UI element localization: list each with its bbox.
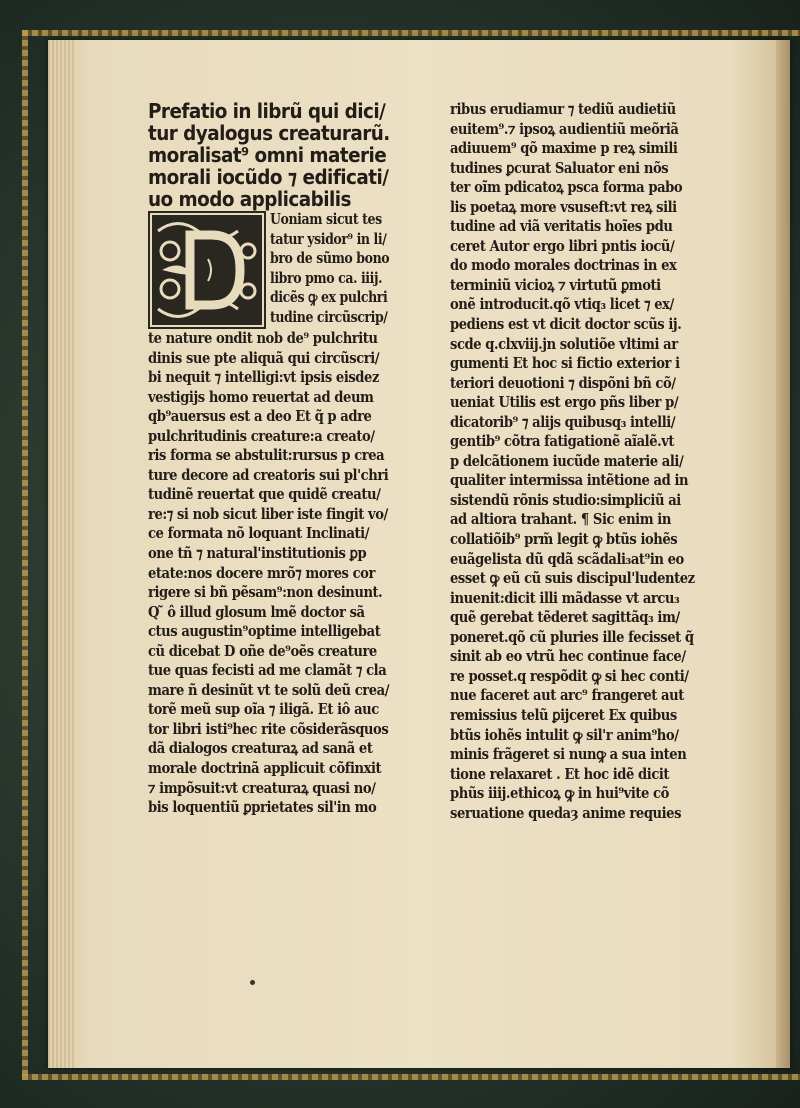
text-line: ture decore ad creatoris sui pl'chri bbox=[148, 466, 389, 484]
text-line: bis loquentiũ ꝑprietates sil'in mo bbox=[148, 799, 377, 817]
text-line: etate:nos docere mrõ⁊ mores cor bbox=[148, 564, 375, 582]
text-line: remissius telũ ꝑijceret Ex quibus bbox=[450, 706, 677, 724]
text-line: vestigijs homo reuertat ad deum bbox=[148, 388, 374, 406]
text-line: sinit ab eo vtrũ hec continue face∕ bbox=[450, 648, 686, 666]
text-line: tudinẽ reuertat que quidẽ creatu∕ bbox=[148, 486, 381, 504]
text-line: scde q.clxviij.jn solutiõe vltimi ar bbox=[450, 335, 678, 353]
text-line: torẽ meũ sup oĩa ⁊ iligã. Et iô auc bbox=[148, 701, 379, 719]
heading-line: tur dyalogus creaturarũ. bbox=[148, 121, 390, 145]
text-line: ribus erudiamur ⁊ tediũ audietiũ bbox=[450, 101, 676, 118]
left-body-text bbox=[148, 329, 438, 818]
text-line: qb⁹auersus est a deo Et q̃ p adre bbox=[148, 408, 372, 426]
text-line: dinis sue pte aliquã qui circũscri∕ bbox=[148, 349, 380, 367]
text-line: tue quas fecisti ad me clamãt ⁊ cla bbox=[148, 662, 387, 680]
text-line: re posset.q respõdit ꝙ si hec conti∕ bbox=[450, 667, 689, 685]
initial-paragraph bbox=[148, 210, 438, 329]
floral-ornament-icon bbox=[148, 211, 266, 329]
text-line: ris forma se abstulit:rursus p crea bbox=[148, 447, 385, 465]
text-line: adiuuem⁹ qõ maxime p reꝝ simili bbox=[450, 140, 678, 158]
text-line: do modo morales doctrinas in ex bbox=[450, 257, 677, 275]
page-gutter bbox=[776, 40, 790, 1068]
heading-line: uo modo applicabilis bbox=[148, 187, 351, 211]
text-line: nue faceret aut arc⁹ frangeret aut bbox=[450, 687, 684, 705]
text-line: seruatione quedaȝ anime requies bbox=[450, 804, 682, 822]
text-line: bro de sũmo bono bbox=[270, 250, 390, 268]
left-text-column bbox=[148, 100, 438, 818]
text-line: p delcãtionem iucũde materie ali∕ bbox=[450, 452, 684, 470]
text-line: ter oĩm pdicatoꝝ psca forma pabo bbox=[450, 179, 683, 197]
text-line: quẽ gerebat tẽderet sagittãq₃ im∕ bbox=[450, 609, 680, 627]
gilt-border-bottom bbox=[22, 1074, 800, 1080]
text-line: euitem⁹.⁊ ipsoꝝ audientiũ meõriã bbox=[450, 120, 679, 138]
page-edges bbox=[48, 40, 74, 1068]
text-line: ad altiora trahant. ¶ Sic enim in bbox=[450, 511, 671, 529]
text-line: lis poetaꝝ more vsuseft:vt reꝝ sili bbox=[450, 198, 677, 216]
text-line: terminiũ vicioꝝ ⁊ virtutũ ꝑmoti bbox=[450, 276, 661, 294]
text-line: minis frãgeret si nunꝙ a sua inten bbox=[450, 746, 687, 764]
preface-heading bbox=[148, 100, 438, 210]
text-line: Q ̃ ô illud glosum lmẽ doctor sã bbox=[148, 603, 365, 621]
text-line: euãgelista dũ qdã scãdali₃at⁹in eo bbox=[450, 550, 684, 568]
text-line: re:⁊ si nob sicut liber iste fingit vo∕ bbox=[148, 505, 388, 523]
text-line: poneret.qõ cũ pluries ille fecisset q̃ bbox=[450, 628, 694, 646]
text-line: tione relaxaret . Et hoc idẽ dicit bbox=[450, 765, 670, 783]
text-line: mare ñ desinũt vt te solũ deũ crea∕ bbox=[148, 681, 390, 699]
initial-lines bbox=[270, 210, 409, 329]
heading-line: morali iocũdo ⁊ edificati∕ bbox=[148, 165, 389, 189]
heading-line: Prefatio in librũ qui dici∕ bbox=[148, 99, 386, 123]
text-line: sistendũ rõnis studio:simpliciũ ai bbox=[450, 491, 681, 509]
ink-speck bbox=[250, 980, 255, 985]
text-line: morale doctrinã applicuit cõfinxit bbox=[148, 760, 382, 778]
text-line: gumenti Et hoc si fictio exterior i bbox=[450, 355, 680, 373]
text-line: te nature ondit nob de⁹ pulchritu bbox=[148, 330, 378, 347]
text-line: phũs iiij.ethicoꝝ ꝙ in hui⁹vite cõ bbox=[450, 785, 669, 803]
text-line: inuenit:dicit illi mãdasse vt arcu₃ bbox=[450, 589, 680, 607]
text-line: dicẽs ꝙ ex pulchri bbox=[270, 289, 388, 307]
text-line: collatiõib⁹ prm̃ legit ꝙ btũs iohẽs bbox=[450, 531, 678, 549]
heading-line: moralisat⁹ omni materie bbox=[148, 143, 387, 167]
text-line: rigere si bñ pẽsam⁹:non desinunt. bbox=[148, 584, 383, 602]
text-line: gentib⁹ cõtra fatigationẽ aĩalẽ.vt bbox=[450, 433, 675, 451]
text-line: pulchritudinis creature:a creato∕ bbox=[148, 427, 375, 445]
right-text-column bbox=[450, 100, 770, 823]
text-line: tudines ꝑcurat Saluator eni nõs bbox=[450, 159, 669, 177]
gilt-border-left bbox=[22, 30, 28, 1080]
text-line: ueniat Utilis est ergo pñs liber p∕ bbox=[450, 394, 679, 412]
text-line: pediens est vt dicit doctor scũs ij. bbox=[450, 316, 682, 334]
text-line: tudine ad viã veritatis hoĩes pdu bbox=[450, 218, 673, 236]
text-line: one tñ ⁊ natural'institutionis ꝑp bbox=[148, 545, 367, 563]
text-line: Uoniam sicut tes bbox=[270, 211, 382, 228]
text-line: tudine circũscrip∕ bbox=[270, 308, 388, 326]
decorated-initial-d bbox=[148, 211, 266, 329]
text-line: cũ dicebat D oñe de⁹oẽs creature bbox=[148, 642, 377, 660]
text-line: bi nequit ⁊ intelligi:vt ipsis eisdez bbox=[148, 369, 379, 387]
text-line: dicatorib⁹ ⁊ alijs quibusq₃ intelli∕ bbox=[450, 413, 676, 431]
text-line: ce formata nõ loquant Inclinati∕ bbox=[148, 525, 370, 543]
text-line: tatur ysidor⁹ in li∕ bbox=[270, 230, 387, 248]
text-line: onẽ introducit.qõ vtiq₃ licet ⁊ ex∕ bbox=[450, 296, 674, 314]
text-line: ctus augustin⁹optime intelligebat bbox=[148, 623, 381, 641]
text-line: btũs iohẽs intulit ꝙ sil'r anim⁹ho∕ bbox=[450, 726, 679, 744]
text-line: ⁊ impõsuit:vt creaturaꝝ quasi no∕ bbox=[148, 779, 376, 797]
text-line: qualiter intermissa intẽtione ad in bbox=[450, 472, 689, 490]
text-line: teriori deuotioni ⁊ dispõni bñ cõ∕ bbox=[450, 374, 676, 392]
text-line: tor libri isti⁹hec rite cõsiderãsquos bbox=[148, 720, 389, 738]
text-line: libro pmo ca. iiij. bbox=[270, 269, 383, 287]
right-body-text bbox=[450, 100, 770, 823]
text-line: dã dialogos creaturaꝝ ad sanã et bbox=[148, 740, 373, 758]
text-line: ceret Autor ergo libri pntis iocũ∕ bbox=[450, 237, 675, 255]
text-line: esset ꝙ eũ cũ suis discipul'ludentez bbox=[450, 570, 695, 588]
gilt-border-top bbox=[22, 30, 800, 36]
